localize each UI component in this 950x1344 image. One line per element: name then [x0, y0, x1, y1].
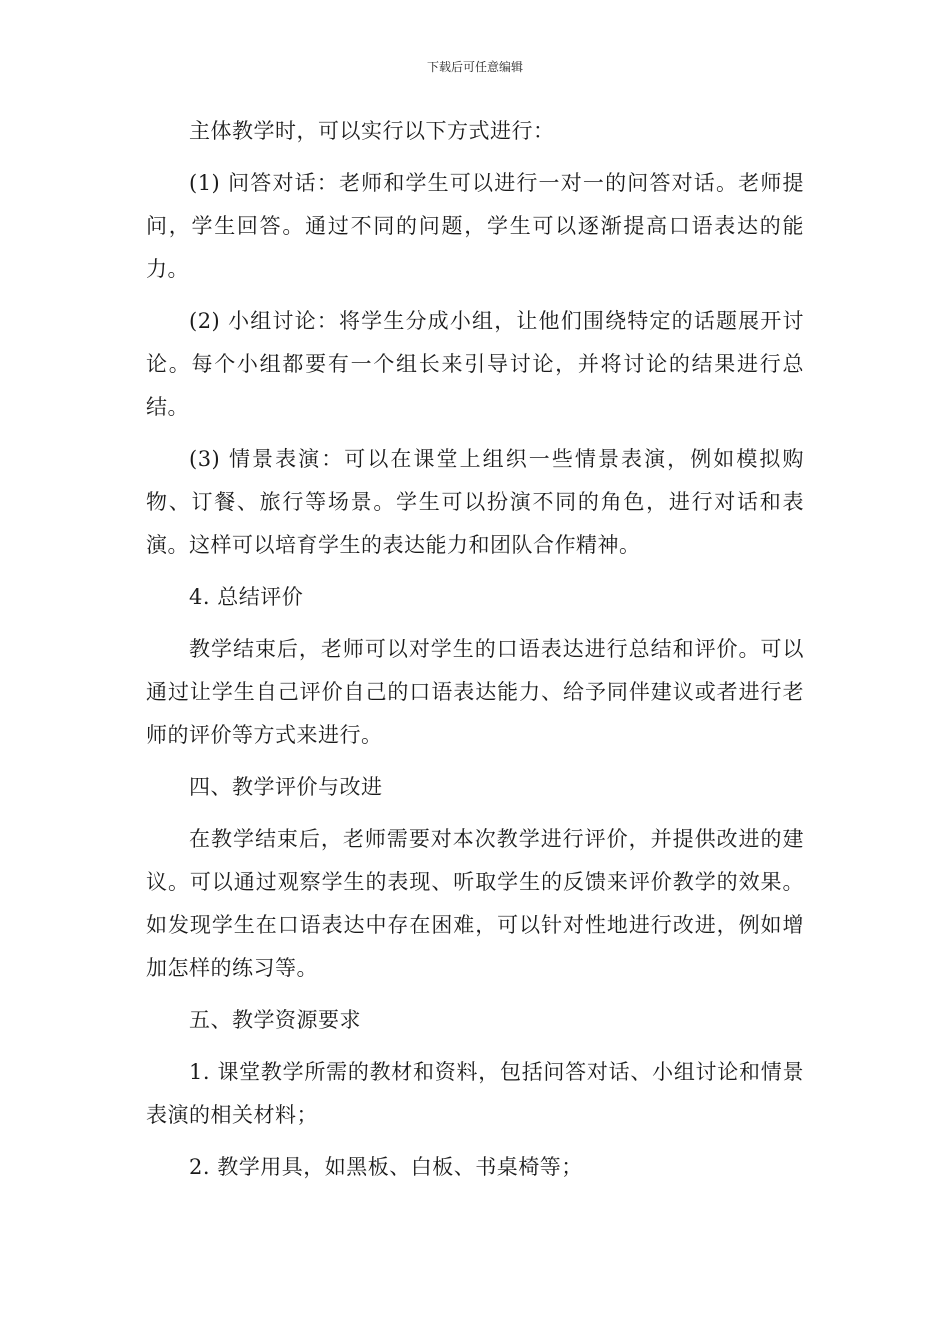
heading-summary-evaluation: 4. 总结评价: [189, 585, 304, 609]
paragraph-qa-dialogue: (1) 问答对话：老师和学生可以进行一对一的问答对话。老师提问，学生回答。通过不同的问题，学生可以逐渐提高口语表达的能力。: [146, 171, 804, 281]
paragraph-intro: 主体教学时，可以实行以下方式进行：: [189, 119, 555, 143]
paragraph-resource-1: 1. 课堂教学所需的教材和资料，包括问答对话、小组讨论和情景表演的相关材料；: [146, 1060, 804, 1127]
document-body: [146, 110, 804, 1198]
paragraph-group-discussion: (2) 小组讨论：将学生分成小组，让他们围绕特定的话题展开讨论。每个小组都要有一个组长来引导讨论，并将讨论的结果进行总结。: [146, 309, 804, 419]
paragraph-resource-2: 2. 教学用具，如黑板、白板、书桌椅等；: [189, 1155, 583, 1179]
paragraph-teaching-evaluation: 在教学结束后，老师需要对本次教学进行评价，并提供改进的建议。可以通过观察学生的表现、听取学生的反馈来评价教学的效果。如发现学生在口语表达中存在困难，可以针对性地进行改进，例如增加怎样的练习等。: [146, 827, 804, 980]
heading-teaching-evaluation: 四、教学评价与改进: [189, 775, 383, 799]
paragraph-role-play: (3) 情景表演：可以在课堂上组织一些情景表演，例如模拟购物、订餐、旅行等场景。学生可以扮演不同的角色，进行对话和表演。这样可以培育学生的表达能力和团队合作精神。: [146, 447, 804, 557]
paragraph-summary-evaluation: 教学结束后，老师可以对学生的口语表达进行总结和评价。可以通过让学生自己评价自己的口语表达能力、给予同伴建议或者进行老师的评价等方式来进行。: [146, 637, 804, 747]
heading-teaching-resources: 五、教学资源要求: [189, 1008, 361, 1032]
page-header: 下载后可任意编辑: [426, 60, 523, 74]
